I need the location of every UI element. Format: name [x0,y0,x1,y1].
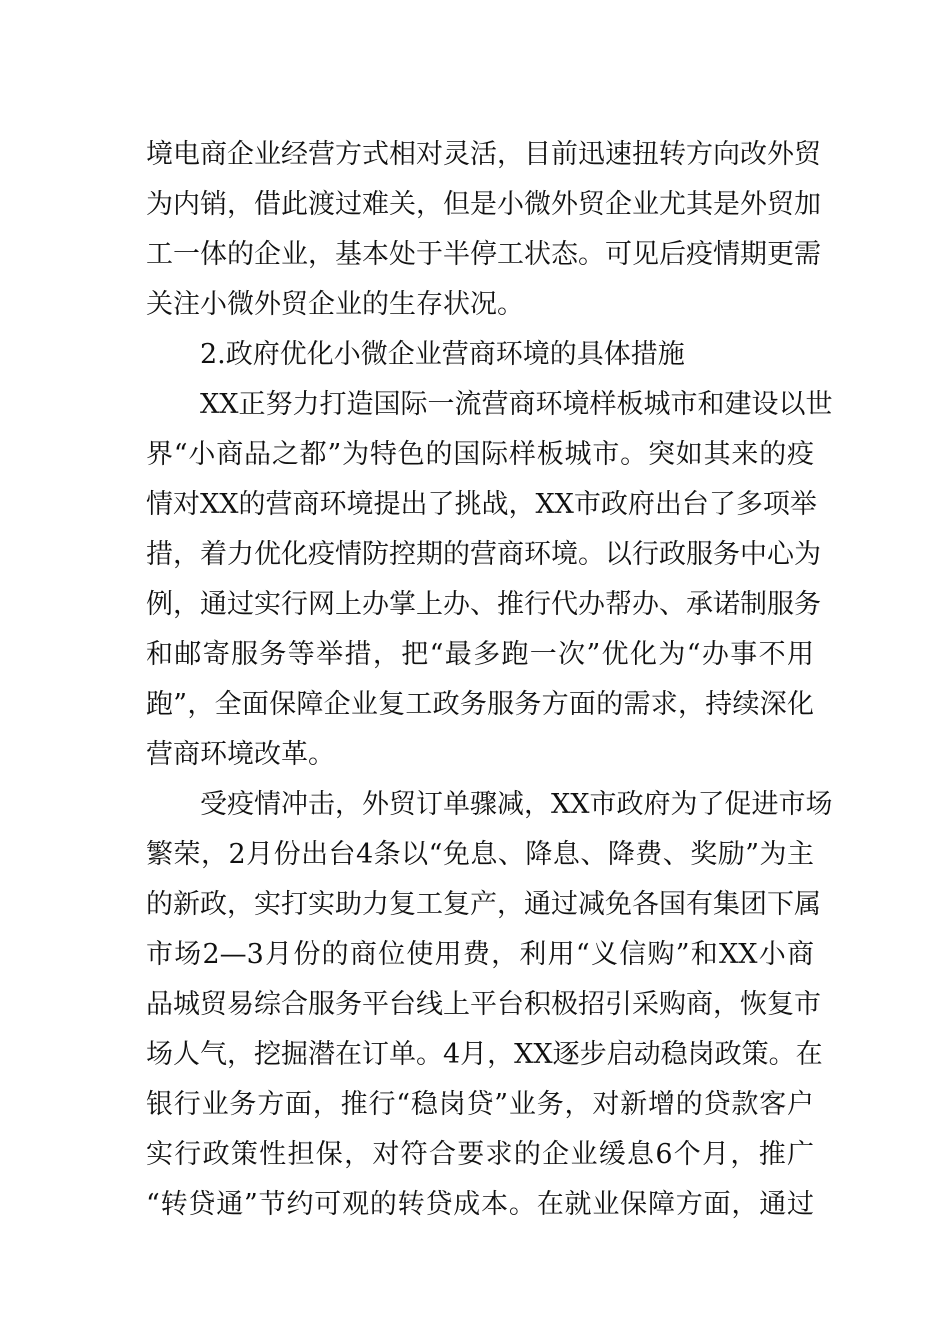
text-line: 品城贸易综合服务平台线上平台积极招引采购商，恢复市 [146,989,821,1020]
text-line: 境电商企业经营方式相对灵活，目前迅速扭转方向改外贸 [146,139,821,170]
text-line: 实行政策性担保，对符合要求的企业缓息6个月，推广 [146,1139,814,1170]
text-line: 为内销，借此渡过难关，但是小微外贸企业尤其是外贸加 [146,189,821,220]
text-line: 场人气，挖掘潜在订单。4月，XX逐步启动稳岗政策。在 [146,1039,823,1070]
text-line: 受疫情冲击，外贸订单骤减，XX市政府为了促进市场 [200,789,833,820]
section-heading: 2.政府优化小微企业营商环境的具体措施 [200,339,685,370]
text-line: 银行业务方面，推行“稳岗贷”业务，对新增的贷款客户 [146,1089,814,1120]
text-line: 市场2—3月份的商位使用费，利用“义信购”和XX小商 [146,939,814,970]
text-line: 措，着力优化疫情防控期的营商环境。以行政服务中心为 [146,539,821,570]
text-line: 营商环境改革。 [146,739,335,770]
text-line: 工一体的企业，基本处于半停工状态。可见后疫情期更需 [146,239,821,270]
text-line: XX正努力打造国际一流营商环境样板城市和建设以世 [200,389,833,420]
body-text [146,130,833,1230]
text-line: 繁荣，2月份出台4条以“免息、降息、降费、奖励”为主 [146,839,814,870]
text-line: 和邮寄服务等举措，把“最多跑一次”优化为“办事不用 [146,639,814,670]
text-line: 的新政，实打实助力复工复产，通过减免各国有集团下属 [146,889,821,920]
text-line: 关注小微外贸企业的生存状况。 [146,289,524,320]
text-line: 界“小商品之都”为特色的国际样板城市。突如其来的疫 [146,439,814,470]
text-line: 情对XX的营商环境提出了挑战，XX市政府出台了多项举 [146,489,817,520]
text-line: 例，通过实行网上办掌上办、推行代办帮办、承诺制服务 [146,589,821,620]
text-line: 跑”，全面保障企业复工政务服务方面的需求，持续深化 [146,689,814,720]
text-line: “转贷通”节约可观的转贷成本。在就业保障方面，通过 [146,1189,814,1220]
